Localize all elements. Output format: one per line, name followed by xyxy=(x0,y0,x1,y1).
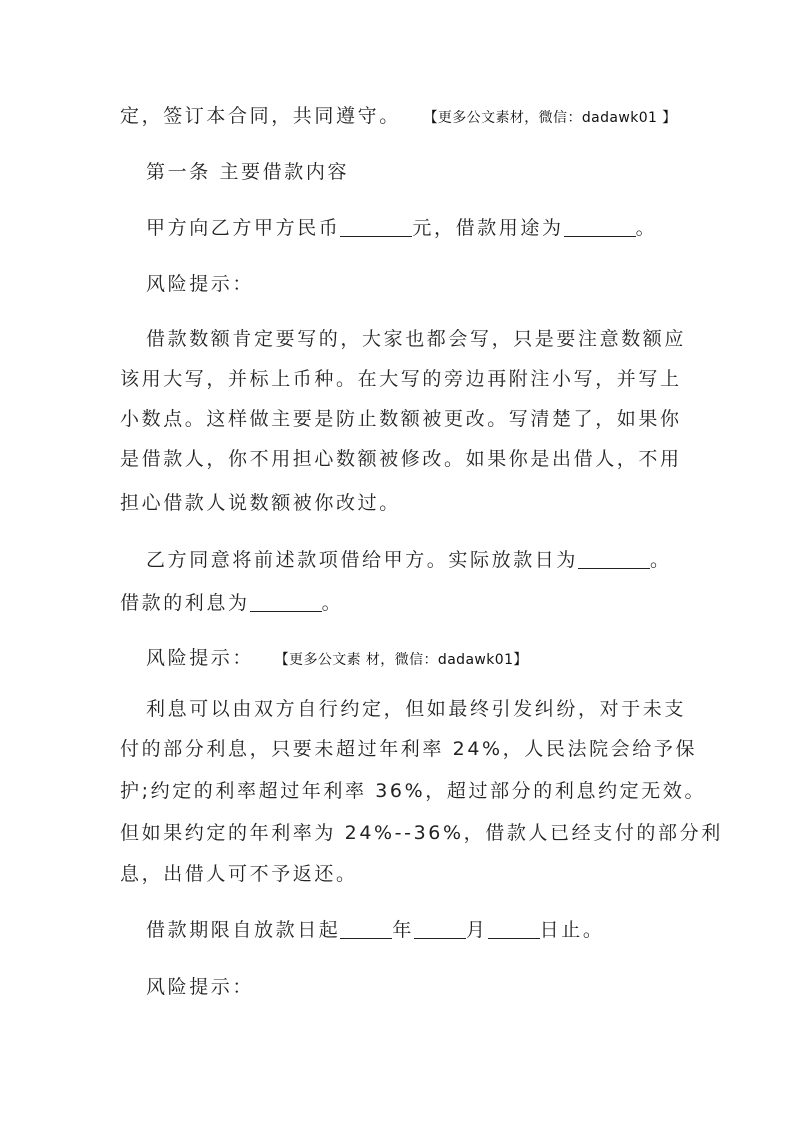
day-label: 日止。 xyxy=(539,919,605,941)
date-blank xyxy=(578,548,650,569)
interest-label: 借款的利息为 xyxy=(120,592,250,614)
period: 。 xyxy=(321,592,344,614)
interest-blank xyxy=(250,591,322,612)
p1-line-3: 小数点。这样做主要是防止数额被更改。写清楚了，如果你 xyxy=(120,408,682,430)
p2-line-2 xyxy=(120,588,680,618)
year-label: 年 xyxy=(392,919,415,941)
line-intro xyxy=(120,101,680,133)
year-blank xyxy=(340,918,392,939)
loan-term-label: 借款期限自放款日起 xyxy=(146,919,341,941)
p1-line-1: 借款数额肯定要写的，大家也都会写，只是要注意数额应 xyxy=(146,328,687,350)
article-one-heading: 第一条 主要借款内容 xyxy=(146,161,350,183)
p3-line-5: 息，出借人可不予返还。 xyxy=(120,863,358,885)
period: 。 xyxy=(635,217,658,239)
intro-text: 定，签订本合同，共同遵守。 xyxy=(120,105,401,127)
risk-tip-label: 风险提示： xyxy=(146,647,255,669)
loan-purpose-label: 元，借款用途为 xyxy=(412,217,564,239)
risk-tip-3: 风险提示： xyxy=(146,976,255,998)
month-blank xyxy=(414,918,466,939)
wechat-ad-1: 【更多公文素材，微信：dadawk01 】 xyxy=(423,110,677,126)
p3-line-3: 护;约定的利率超过年利率 36%，超过部分的利息约定无效。 xyxy=(120,780,707,802)
p2-line-1 xyxy=(146,545,706,575)
p3-line-1: 利息可以由双方自行约定，但如最终引发纠纷，对于未支 xyxy=(146,698,687,720)
p1-line-4: 是借款人，你不用担心数额被修改。如果你是出借人，不用 xyxy=(120,448,682,470)
month-label: 月 xyxy=(466,919,488,941)
loan-amount-label: 甲方向乙方甲方民币 xyxy=(146,217,341,239)
period: 。 xyxy=(650,549,672,571)
p3-line-2: 付的部分利息，只要未超过年利率 24%，人民法院会给予保 xyxy=(120,738,698,760)
purpose-blank xyxy=(564,216,636,237)
risk-tip-1: 风险提示： xyxy=(146,273,255,295)
risk-tip-2 xyxy=(146,643,706,675)
lending-date-label: 乙方同意将前述款项借给甲方。实际放款日为 xyxy=(146,549,579,571)
amount-blank xyxy=(340,216,412,237)
day-blank xyxy=(488,918,540,939)
loan-amount-line xyxy=(146,213,706,243)
p1-line-2: 该用大写，并标上币种。在大写的旁边再附注小写，并写上 xyxy=(120,368,682,390)
p1-line-5: 担心借款人说数额被你改过。 xyxy=(120,492,401,514)
p3-line-4: 但如果约定的年利率为 24%--36%，借款人已经支付的部分利 xyxy=(120,822,723,844)
loan-term-line xyxy=(146,915,706,945)
wechat-ad-2: 【更多公文素 材，微信：dadawk01】 xyxy=(274,652,528,668)
